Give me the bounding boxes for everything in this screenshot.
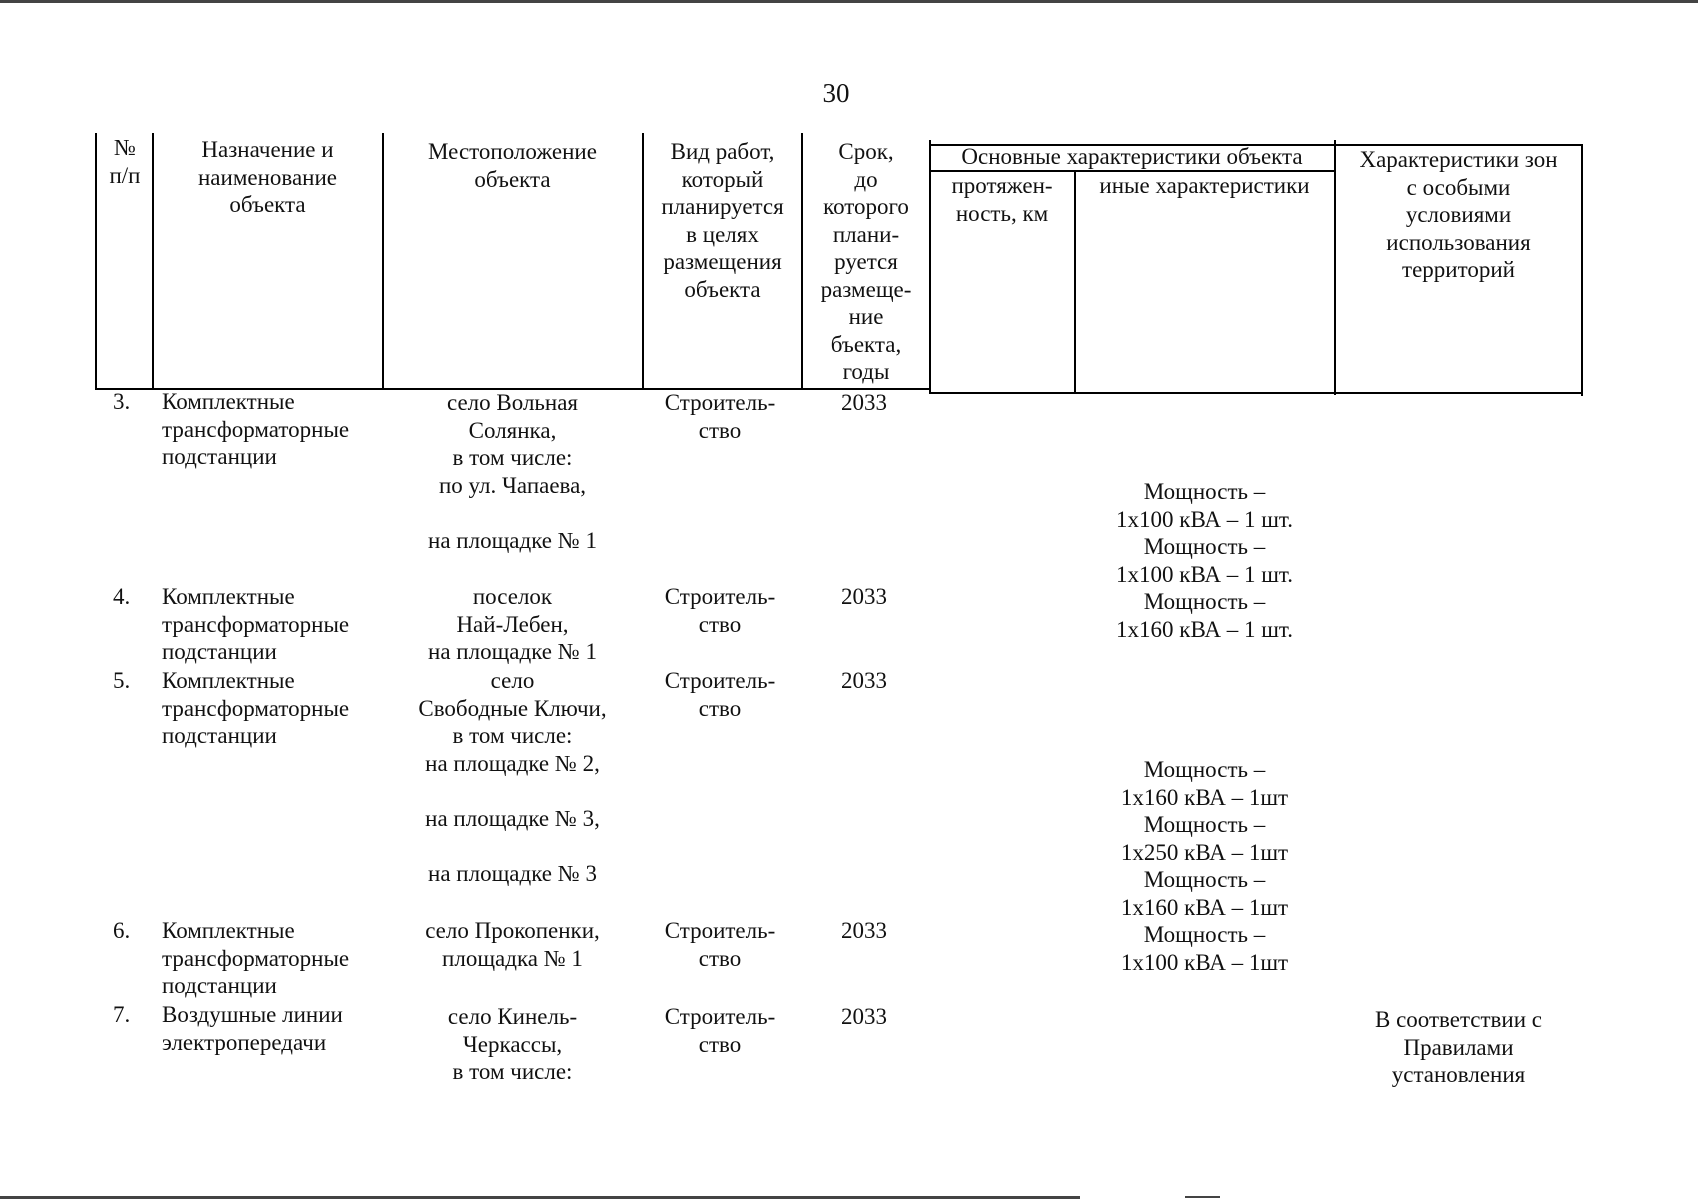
row-number: 5. (113, 668, 131, 693)
row-location: село Вольная Солянка, в том числе: по ул. Чапаева, на площадке № 1 (428, 390, 597, 553)
row-purpose: Комплектные трансформаторные подстанции (162, 918, 350, 998)
scan-edge-bottom (0, 1196, 1080, 1199)
header-length: протяжен- ность, км (951, 173, 1053, 226)
row-location: поселок Най-Лебен, на площадке № 1 (428, 584, 597, 664)
row-work-type: Строитель- ство (664, 918, 776, 971)
row-purpose: Комплектные трансформаторные подстанции (162, 668, 350, 748)
header-zones: Характеристики зон с особыми условиями использования территорий (1359, 147, 1558, 282)
row-deadline: 2033 (841, 584, 887, 609)
header-num: № п/п (109, 135, 141, 188)
row-purpose: Комплектные трансформаторные подстанции (162, 584, 350, 664)
row-deadline: 2033 (841, 1004, 887, 1029)
header-location: Местоположение объекта (428, 139, 597, 192)
row-work-type: Строитель- ство (664, 668, 776, 721)
row-deadline: 2033 (841, 918, 887, 943)
row-number: 7. (113, 1002, 131, 1027)
scan-edge-top (0, 0, 1698, 3)
other-characteristics-block: Мощность – 1х100 кВА – 1 шт. Мощность – 1х100 кВА – 1 шт. Мощность – 1х160 кВА – 1 шт. (1116, 479, 1293, 642)
row-number: 3. (113, 389, 131, 414)
row-number: 6. (113, 918, 131, 943)
row-work-type: Строитель- ство (664, 1004, 776, 1057)
row-location: село Прокопенки, площадка № 1 (425, 918, 600, 971)
row-work-type: Строитель- ство (664, 390, 776, 443)
header-work-type: Вид работ, который планируется в целях размещения объекта (661, 139, 784, 302)
row-number: 4. (113, 584, 131, 609)
other-characteristics-block: Мощность – 1х160 кВА – 1шт Мощность – 1х250 кВА – 1шт Мощность – 1х160 кВА – 1шт Мощность – 1х100 кВА – 1шт (1120, 757, 1289, 975)
row-zones: В соответствии с Правилами установления (1374, 1007, 1542, 1087)
header-purpose: Назначение и наименование объекта (198, 137, 337, 217)
row-work-type: Строитель- ство (664, 584, 776, 637)
page-number: 30 (822, 78, 850, 108)
scan-edge-bottom-mark (1185, 1196, 1220, 1198)
row-purpose: Комплектные трансформаторные подстанции (162, 389, 350, 469)
row-purpose: Воздушные линии электропередачи (162, 1002, 343, 1055)
row-location: село Свободные Ключи, в том числе: на площадке № 2, на площадке № 3, на площадке № 3 (418, 668, 607, 886)
header-main-characteristics: Основные характеристики объекта (961, 144, 1303, 169)
row-deadline: 2033 (841, 668, 887, 693)
header-other-characteristics: иные характеристики (1099, 173, 1310, 198)
row-location: село Кинель- Черкассы, в том числе: (447, 1004, 578, 1084)
header-deadline: Срок, до которого плани- руется размеще- ние бъекта, годы (820, 139, 912, 384)
row-deadline: 2033 (841, 390, 887, 415)
